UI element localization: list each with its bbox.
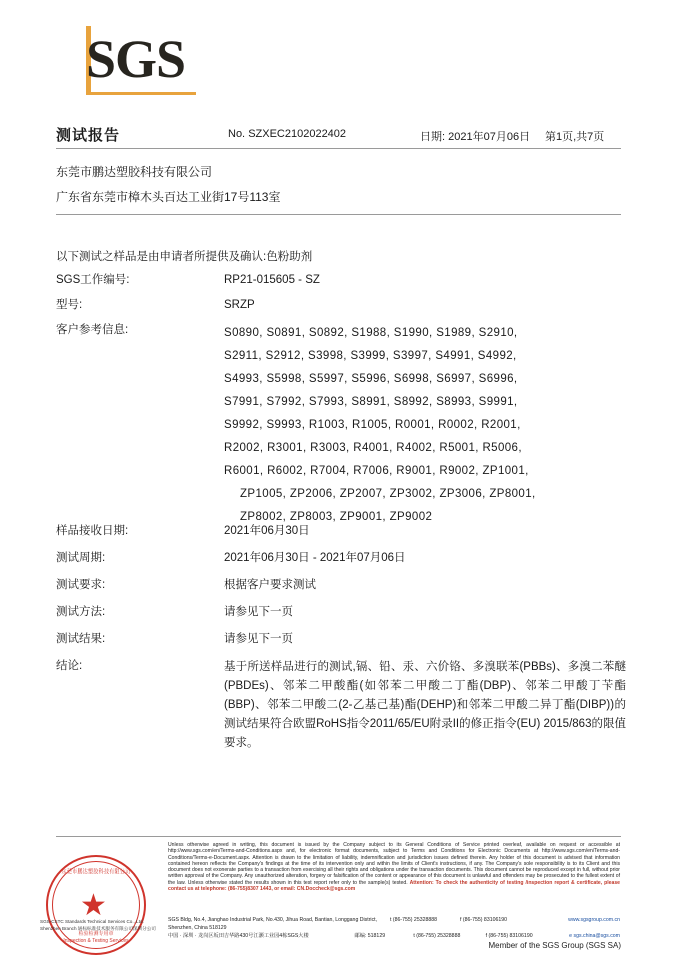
field-value: SRZP: [224, 299, 255, 311]
report-date-label: 日期:: [420, 131, 446, 143]
footer-brand-line1: SGS-CSTC Standards Technical Services Co., Ltd.: [40, 919, 144, 924]
seal-bottom-line1: 检验检测专用章: [78, 931, 114, 937]
legal-text-block: [168, 842, 620, 892]
list-item: R2002, R3001, R3003, R4001, R4002, R5001, R5006,: [224, 442, 522, 454]
report-date: [420, 128, 530, 144]
fax-en: f (86-755) 83106190: [460, 917, 508, 923]
field-label: 型号:: [56, 299, 83, 311]
list-item: S2911, S2912, S3998, S3999, S3997, S4991, S4992,: [224, 350, 517, 362]
field-row: [56, 272, 626, 288]
list-item: ZP8002, ZP8003, ZP9001, ZP9002: [240, 511, 433, 523]
logo-underline: [86, 92, 196, 95]
sgs-logo: [86, 30, 266, 92]
address-row: [168, 916, 620, 932]
postcode-cn: 邮编: 518129: [354, 933, 386, 939]
field-value: 2021年06月30日 - 2021年07月06日: [224, 552, 406, 564]
field-value: 2021年06月30日: [224, 525, 310, 537]
field-value: 根据客户要求测试: [224, 579, 316, 591]
legal-terms-text: Unless otherwise agreed in writing, this document is issued by the Company subject to its General Conditions of Service printed overleaf, available on request or accessible at http://www.sgs.com/en/Terms-and-Conditions.aspx and, for electronic format documents, subject to Terms and Conditions for Electronic Documents at http://www.sgs.com/en/Terms-and-Conditions/Terms-e-Document.aspx. Attention is drawn to the limitation of liability, indemnification and jurisdiction issues defined therein. Any holder of this document is advised that information contained hereon reflects the Company's findings at the time of its intervention only and within the limits of Client's instructions, if any. The Company's sole responsibility is to its Client and this document does not exonerate parties to a transaction from exercising all their rights and obligations under the transaction documents. This document cannot be reproduced except in full, without prior written approval of the Company. Any unauthorized alteration, forgery or falsification of the content or appearance of this document is unlawful and offenders may be prosecuted to the fullest extent of the law. Unless otherwise stated the results shown in this test report refer only to the sample(s) tested.: [168, 842, 620, 886]
field-row: [56, 577, 626, 593]
company-seal: [46, 855, 151, 960]
website-link[interactable]: www.sgsgroup.com.cn: [568, 917, 620, 923]
company-divider: [56, 214, 621, 215]
field-row: [56, 631, 626, 647]
field-label: 测试周期:: [56, 552, 106, 564]
list-item: S4993, S5998, S5997, S5996, S6998, S6997, S6996,: [224, 373, 518, 385]
field-label: 测试要求:: [56, 579, 106, 591]
company-address: 广东省东莞市樟木头百达工业街17号113室: [56, 190, 281, 204]
report-number-value: SZXEC2102022402: [248, 128, 347, 140]
report-number-label: No.: [228, 128, 246, 140]
field-label: 测试方法:: [56, 606, 106, 618]
page-indicator: 第1页,共7页: [545, 131, 605, 143]
conclusion-label: 结论:: [56, 660, 83, 672]
fields-block-primary: [56, 272, 626, 538]
sgs-group-member-note: Member of the SGS Group (SGS SA): [488, 941, 621, 950]
seal-bottom-text: [56, 931, 136, 945]
field-value: RP21-015605 - SZ: [224, 274, 320, 286]
field-label: 样品接收日期:: [56, 525, 129, 537]
field-row: [56, 523, 626, 539]
conclusion-row: [56, 658, 626, 753]
company-name: 东莞市鹏达塑胶科技有限公司: [56, 165, 213, 179]
footer-address-block: [168, 916, 620, 940]
seal-bottom-line2: Inspection & Testing Services: [63, 938, 129, 944]
report-date-value: 2021年07月06日: [448, 131, 531, 143]
field-label: 测试结果:: [56, 633, 106, 645]
email-link[interactable]: e sgs.china@sgs.com: [569, 933, 620, 939]
telephone-en: t (86-755) 25328888: [390, 917, 438, 923]
customer-reference-row: [56, 322, 626, 529]
address-row: [168, 932, 620, 940]
sample-statement: 以下测试之样品是由申请者所提供及确认:色粉助剂: [56, 251, 313, 263]
list-item: S9992, S9993, R1003, R1005, R0001, R0002, R2001,: [224, 419, 521, 431]
field-label: SGS工作编号:: [56, 274, 130, 286]
footer-divider: [56, 836, 621, 837]
list-item: S0890, S0891, S0892, S1988, S1990, S1989, S2910,: [224, 327, 518, 339]
page-title: 测试报告: [56, 127, 121, 144]
field-value: 请参见下一页: [224, 606, 293, 618]
fields-block-secondary: [56, 523, 626, 764]
telephone-cn: t (86-755) 25328888: [413, 933, 461, 939]
report-number: [228, 128, 346, 140]
list-item: S7991, S7992, S7993, S8991, S8992, S8993, S9991,: [224, 396, 518, 408]
field-row: [56, 297, 626, 313]
address-en: SGS Bldg, No.4, Jianghao Industrial Park, No.430, Jihua Road, Bantian, Longgang District, Shenzhen, China 518129: [168, 917, 378, 931]
customer-reference-list: [224, 322, 626, 529]
footer-brand: [40, 918, 170, 932]
seal-top-text: 东莞市鹏达塑胶科技有限公司: [61, 868, 131, 876]
conclusion-text: 基于所送样品进行的测试,镉、铅、汞、六价铬、多溴联苯(PBBs)、多溴二苯醚(PBDEs)、邻苯二甲酸酯(如邻苯二甲酸二丁酯(DBP)、邻苯二甲酸丁苄酯(BBP)、邻苯二甲酸二(2-乙基己基)酯(DEHP)和邻苯二甲酸二异丁酯(DIBP))的测试结果符合欧盟RoHS指令2011/65/EU附录II的修正指令(EU) 2015/863的限值要求。: [224, 661, 626, 749]
list-item: R6001, R6002, R7004, R7006, R9001, R9002, ZP1001,: [224, 465, 529, 477]
field-value: 请参见下一页: [224, 633, 293, 645]
legal-attention-text[interactable]: Attention: To check the authenticity of testing /inspection report & certificate, please contact us at telephone: (86-755)8307 1443, or email: CN.Doccheck@sgs.com: [168, 879, 620, 893]
fax-cn: f (86-755) 83106190: [485, 933, 533, 939]
footer-brand-line2: Shenzhen Branch 通标标准技术服务有限公司深圳分公司: [40, 926, 156, 931]
field-row: [56, 550, 626, 566]
sgs-logo-text: SGS: [86, 29, 186, 89]
star-icon: ★: [80, 889, 107, 922]
field-label: 客户参考信息:: [56, 324, 129, 336]
address-cn: 中国 · 深圳 · 龙岗区坂田吉华路430号江灏工业园4栋SGS大楼: [168, 933, 309, 939]
header-divider: [56, 148, 621, 149]
list-item: ZP1005, ZP2006, ZP2007, ZP3002, ZP3006, ZP8001,: [240, 488, 536, 500]
field-row: [56, 604, 626, 620]
